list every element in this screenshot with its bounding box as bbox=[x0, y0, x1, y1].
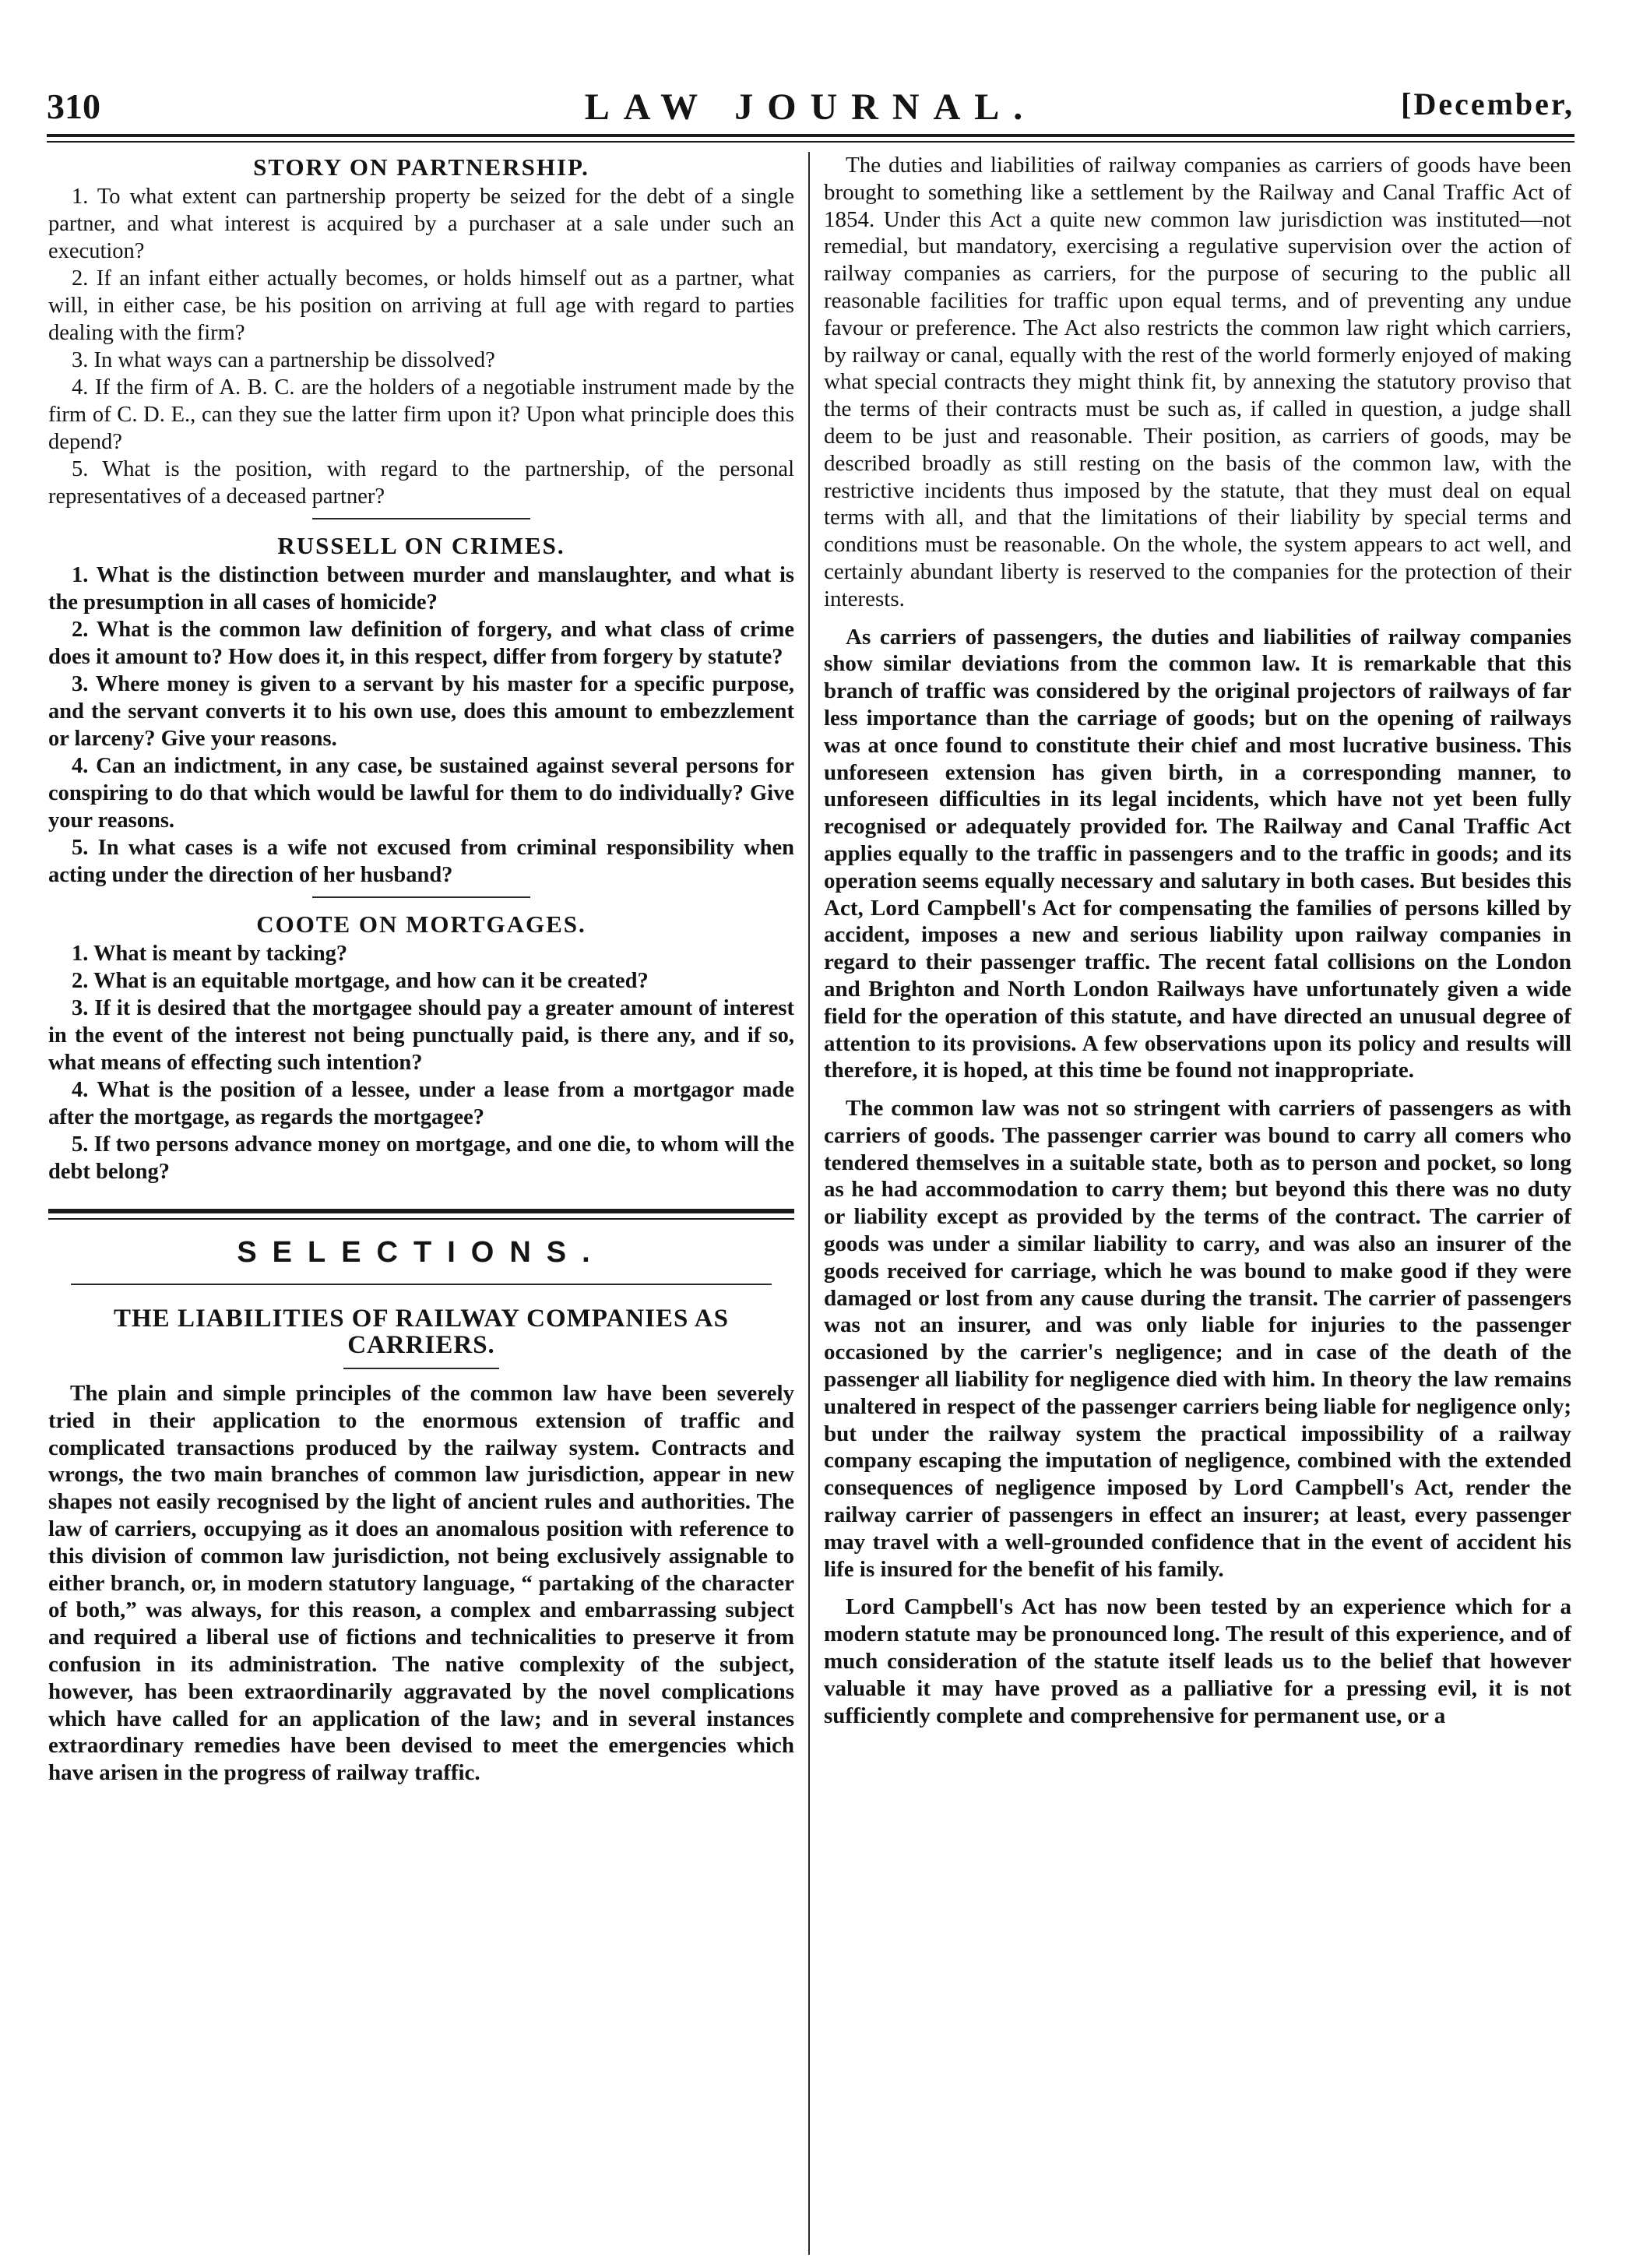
question: 1. What is meant by tacking? bbox=[72, 942, 348, 966]
exam-section-mortgages bbox=[48, 909, 794, 1185]
question: 2. What is an equitable mortgage, and how can it be created? bbox=[72, 969, 649, 993]
double-rule-thick bbox=[48, 1209, 794, 1213]
question: 5. In what cases is a wife not excused from criminal responsibility when acting under the direction of her husband? bbox=[48, 836, 794, 887]
left-column bbox=[48, 152, 794, 1787]
section-rule bbox=[312, 518, 530, 519]
question: 4. What is the position of a lessee, under a lease from a mortgagor made after the mortgage, as regards the mortgagee? bbox=[48, 1078, 794, 1129]
question: 3. If it is desired that the mortgagee should pay a greater amount of interest in the event of the interest not being punctually paid, is there any, and if so, what means of effecting such intention? bbox=[48, 996, 794, 1075]
question: 3. Where money is given to a servant by his master for a specific purpose, and the servant converts it to his own use, does this amount to embezzlement or larceny? Give your reasons. bbox=[48, 672, 794, 751]
section-heading: COOTE ON MORTGAGES. bbox=[256, 910, 586, 938]
question: 2. If an infant either actually becomes, or holds himself out as a partner, what will, in either case, be his position on arriving at full age with regard to parties dealing with the firm? bbox=[48, 266, 794, 345]
question: 1. To what extent can partnership property be seized for the debt of a single partner, and what interest is acquired by a purchaser at a sale under such an execution? bbox=[48, 185, 794, 263]
article-paragraph: As carriers of passengers, the duties and liabilities of railway companies show similar deviations from the common law. It is remarkable that this branch of traffic was considered by the original projectors of railways of far less importance than the carriage of goods; but on the opening of railways was at once found to constitute their chief and most lucrative business. This unforeseen extension has given birth, in a corresponding manner, to unforeseen difficulties in its legal incidents, which have not yet been fully recognised or adequately provided for. The Railway and Canal Traffic Act applies equally to the traffic in passengers and to the traffic in goods; and its operation seems equally necessary and salutary in both cases. But besides this Act, Lord Campbell's Act for compensating the families of persons killed by accident, imposes a new and serious liability upon railway companies in regard to their passenger traffic. The recent fatal collisions on the London and Brighton and North London Railways have unfortunately given a wide field for the operation of this statute, and have directed an unusual degree of attention to its provisions. A few observations upon its policy and results will therefore, it is hoped, at this time be found not inappropriate. bbox=[824, 624, 1571, 1083]
section-heading: RUSSELL ON CRIMES. bbox=[277, 532, 565, 559]
question: 5. What is the position, with regard to the partnership, of the personal representatives of a deceased partner? bbox=[48, 457, 794, 509]
article-paragraph: The common law was not so stringent with carriers of passengers as with carriers of goods. The passenger carrier was bound to carry all comers who tendered themselves in a suitable state, both as to person and pocket, so long as he had accommodation to carry them; but beyond this there was no duty or liability except as provided by the terms of the contract. The carrier of goods was under a similar liability to carry, and was also an insurer of the goods received for carriage, which he was bound to make good if they were damaged or lost from any cause during the transit. The carrier of passengers was not an insurer, and was only liable for injuries to the passenger occasioned by the carrier's negligence; and in case of the death of the passenger all liability for negligence died with him. In theory the law remains unaltered in respect of the passenger carriers being liable for negligence only; but under the railway system the practical impossibility of a railway company escaping the imputation of negligence, combined with the extended consequences of negligence imposed by Lord Campbell's Act, render the railway carrier of passengers in effect an insurer; at least, every passenger may travel with a well-grounded confidence that in the event of accident his life is insured for the benefit of his family. bbox=[824, 1096, 1571, 1582]
article-title: THE LIABILITIES OF RAILWAY COMPANIES AS CARRIERS. bbox=[114, 1305, 729, 1359]
section-heading: STORY ON PARTNERSHIP. bbox=[253, 153, 589, 181]
exam-section-crimes bbox=[48, 530, 794, 889]
question: 3. In what ways can a partnership be dissolved? bbox=[72, 348, 495, 372]
journal-title: LAW JOURNAL. bbox=[584, 86, 1037, 128]
double-rule-thin bbox=[48, 1218, 794, 1220]
running-head: [December, bbox=[1401, 86, 1574, 122]
article-paragraph: The plain and simple principles of the common law have been severely tried in their application to the enormous extension of traffic and complicated transactions produced by the railway system. Contracts and wrongs, the two main branches of common law jurisdiction, appear in new shapes not easily recognised by the light of ancient rules and authorities. The law of carriers, occupying as it does an anomalous position with reference to this division of common law jurisdiction, not being exclusively assignable to either branch, or, in modern statutory language, “ partaking of the character of both,” was always, for this reason, a complex and embarrassing subject and required a liberal use of fictions and technicalities to preserve it from confusion in its administration. The native complexity of the subject, however, has been extraordinarily aggravated by the novel complications which have called for an application of the law; and in several instances extraordinary remedies have been devised to meet the emergencies which have arisen in the progress of railway traffic. bbox=[48, 1381, 794, 1786]
question: 1. What is the distinction between murder and manslaughter, and what is the presumption in all cases of homicide? bbox=[48, 563, 794, 615]
column-divider bbox=[808, 152, 810, 2255]
question: 4. If the firm of A. B. C. are the holders of a negotiable instrument made by the firm of C. D. E., can they sue the latter firm upon it? Upon what principle does this depend? bbox=[48, 375, 794, 454]
selections-heading: SELECTIONS. bbox=[237, 1236, 606, 1269]
section-rule bbox=[343, 1368, 499, 1369]
right-column bbox=[824, 152, 1571, 1729]
page-number: 310 bbox=[47, 86, 100, 126]
selections-divider bbox=[48, 1209, 794, 1220]
question: 4. Can an indictment, in any case, be sustained against several persons for conspiring to do that which would be lawful for them to do individually? Give your reasons. bbox=[48, 754, 794, 833]
question: 2. What is the common law definition of forgery, and what class of crime does it amount to? How does it, in this respect, differ from forgery by statute? bbox=[48, 618, 794, 669]
section-rule bbox=[71, 1284, 772, 1285]
question: 5. If two persons advance money on mortgage, and one die, to whom will the debt belong? bbox=[48, 1132, 794, 1184]
article-paragraph: Lord Campbell's Act has now been tested by an experience which for a modern statute may be pronounced long. The result of this experience, and of much consideration of the statute itself leads us to the belief that however valuable it may have proved as a palliative for a pressing evil, it is not sufficiently complete and comprehensive for permanent use, or a bbox=[824, 1594, 1571, 1728]
article-paragraph: The duties and liabilities of railway companies as carriers of goods have been brought to something like a settlement by the Railway and Canal Traffic Act of 1854. Under this Act a quite new common law jurisdiction was instituted—not remedial, but mandatory, exercising a regulative supervision over the action of railway companies as carriers, for the purpose of securing to the public all reasonable facilities for traffic upon equal terms, and of preventing any undue favour or preference. The Act also restricts the common law right which carriers, by railway or canal, equally with the rest of the world formerly enjoyed of making what special contracts they might think fit, by annexing the statutory proviso that the terms of their contracts must be such as, if called in question, a judge shall deem to be just and reasonable. Their position, as carriers of goods, may be described broadly as still resting on the basis of the common law, with the restrictive incidents thus imposed by the statute, that they must deal on equal terms with all, and that the limitations of their liability by special terms and conditions must be reasonable. On the whole, the system appears to act well, and certainly abundant liberty is reserved to the companies for the protection of their interests. bbox=[824, 153, 1571, 611]
exam-section-partnership bbox=[48, 152, 794, 510]
header-rule bbox=[47, 134, 1574, 137]
header-rule bbox=[47, 141, 1574, 143]
page-header bbox=[47, 86, 1574, 132]
section-rule bbox=[312, 896, 530, 898]
